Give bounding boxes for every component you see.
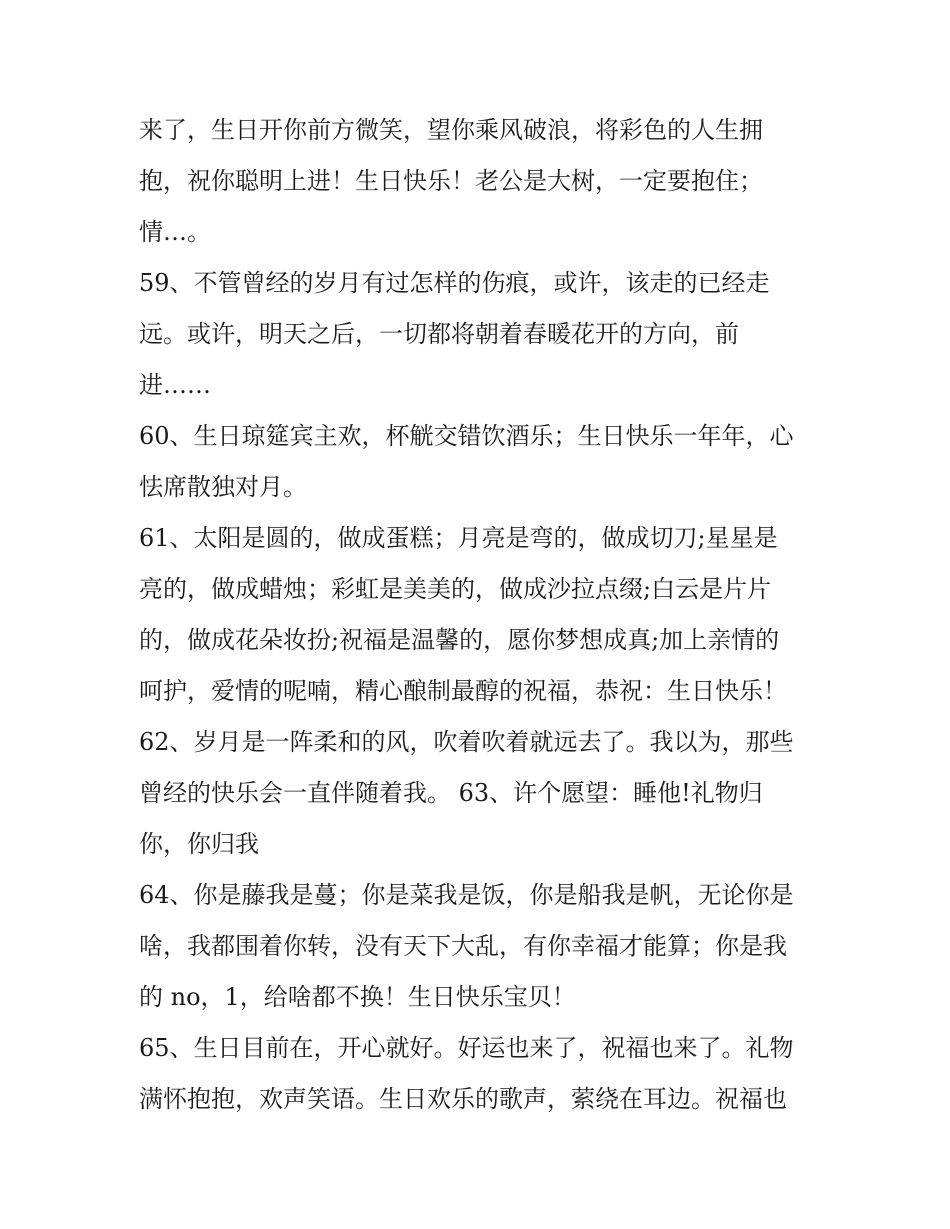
text-line: 情…。 <box>139 218 211 246</box>
text-line: 亮的，做成蜡烛；彩虹是美美的，做成沙拉点缀;白云是片片 <box>139 575 772 603</box>
text-line: 进…… <box>139 371 211 399</box>
text-line: 抱，祝你聪明上进！生日快乐！老公是大树，一定要抱住； <box>139 167 763 195</box>
text-line: 啥，我都围着你转，没有天下大乱，有你幸福才能算；你是我 <box>139 932 787 960</box>
text-line: 怯席散独对月。 <box>139 473 307 501</box>
text-line: 呵护，爱情的呢喃，精心酿制最醇的祝福，恭祝：生日快乐！ <box>139 677 787 705</box>
text-line: 满怀抱抱，欢声笑语。生日欢乐的歌声，萦绕在耳边。祝福也 <box>139 1085 787 1113</box>
text-line: 的 no，1，给啥都不换！生日快乐宝贝！ <box>139 983 576 1011</box>
text-line: 61、太阳是圆的，做成蛋糕；月亮是弯的，做成切刀;星星是 <box>139 524 778 552</box>
text-line: 64、你是藤我是蔓；你是菜我是饭，你是船我是帆，无论你是 <box>139 881 794 909</box>
text-line: 曾经的快乐会一直伴随着我。 63、许个愿望：睡他!礼物归 <box>139 779 763 807</box>
text-line: 你，你归我 <box>139 830 259 858</box>
document-body <box>139 105 819 1125</box>
text-line: 60、生日琼筵宾主欢，杯觥交错饮酒乐；生日快乐一年年，心 <box>139 422 794 450</box>
text-line: 的，做成花朵妆扮;祝福是温馨的，愿你梦想成真;加上亲情的 <box>139 626 780 654</box>
text-line: 来了，生日开你前方微笑，望你乘风破浪，将彩色的人生拥 <box>139 116 763 144</box>
text-line: 62、岁月是一阵柔和的风，吹着吹着就远去了。我以为，那些 <box>139 728 794 756</box>
text-line: 远。或许，明天之后，一切都将朝着春暖花开的方向，前 <box>139 320 739 348</box>
text-line: 65、生日目前在，开心就好。好运也来了，祝福也来了。礼物 <box>139 1034 794 1062</box>
text-line: 59、不管曾经的岁月有过怎样的伤痕，或许，该走的已经走 <box>139 269 770 297</box>
